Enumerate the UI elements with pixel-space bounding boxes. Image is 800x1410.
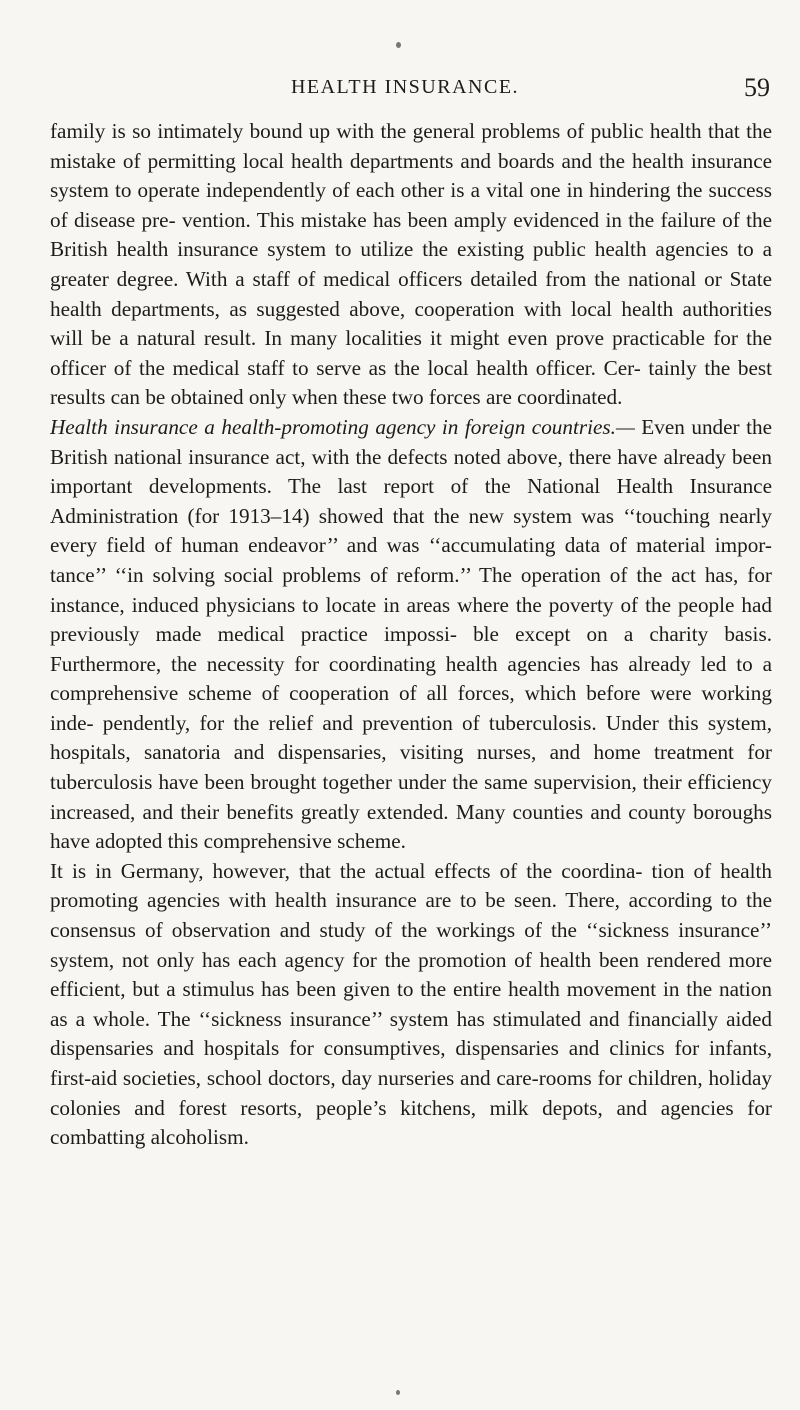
printing-speck bbox=[396, 1390, 400, 1395]
paragraph-3-text: It is in Germany, however, that the actual effects of the coordina- tion of health promoting agencies with health insurance are to be seen. There, according to the consensus of observation and study of the workings of the ‘‘sickness insurance’’ system, not only has each agency for the promotion of health been rendered more efficient, but a stimulus has been given to the entire health movement in the nation as a whole. The ‘‘sickness insurance’’ system has stimulated and financially aided dispensaries and hospitals for consumptives, dispensaries and clinics for infants, first-aid societies, school doctors, day nurseries and care-rooms for children, holiday colonies and forest resorts, people’s kitchens, milk depots, and agencies for combatting alcoholism. bbox=[50, 858, 772, 1150]
paragraph-1 bbox=[50, 117, 772, 413]
paragraph-2 bbox=[50, 413, 772, 857]
paragraph-3 bbox=[50, 857, 772, 1153]
running-head bbox=[40, 73, 770, 103]
paragraph-1-text: family is so intimately bound up with the general problems of public health that the mistake of permitting local health departments and boards and the health insurance system to operate independently of each other is a vital one in hindering the success of disease pre- vention. This mistake has been amply evidenced in the failure of the British health insurance system to utilize the existing public health agencies to a greater degree. With a staff of medical officers detailed from the national or State health departments, as suggested above, cooperation with local health authorities will be a natural result. In many localities it might even prove practicable for the officer of the medical staff to serve as the local health officer. Cer- tainly the best results can be obtained only when these two forces are coordinated. bbox=[50, 119, 772, 410]
paragraph-2-text: Even under the British national insurance act, with the defects noted above, there have already been important developments. The last report of the National Health Insurance Administration (for 1913–14) showed that the new system was ‘‘touching nearly every field of human endeavor’’ and was ‘‘accumulating data of material impor- tance’’ ‘‘in solving social problems of reform.’’ The operation of the act has, for instance, induced physicians to locate in areas where the poverty of the people had previously made medical practice impossi- ble except on a charity basis. Furthermore, the necessity for coordinating health agencies has already led to a comprehensive scheme of cooperation of all forces, which before were working inde- pendently, for the relief and prevention of tuberculosis. Under this system, hospitals, sanatoria and dispensaries, visiting nurses, and home treatment for tuberculosis have been brought together under the same supervision, their efficiency increased, and their benefits greatly extended. Many counties and county boroughs have adopted this comprehensive scheme. bbox=[50, 414, 772, 854]
page-number: 59 bbox=[744, 73, 770, 102]
body-text bbox=[50, 117, 772, 1153]
section-heading: Health insurance a health-promoting agency in foreign countries.— bbox=[50, 414, 635, 439]
printing-speck bbox=[396, 42, 401, 48]
running-title: HEALTH INSURANCE. bbox=[290, 76, 520, 98]
